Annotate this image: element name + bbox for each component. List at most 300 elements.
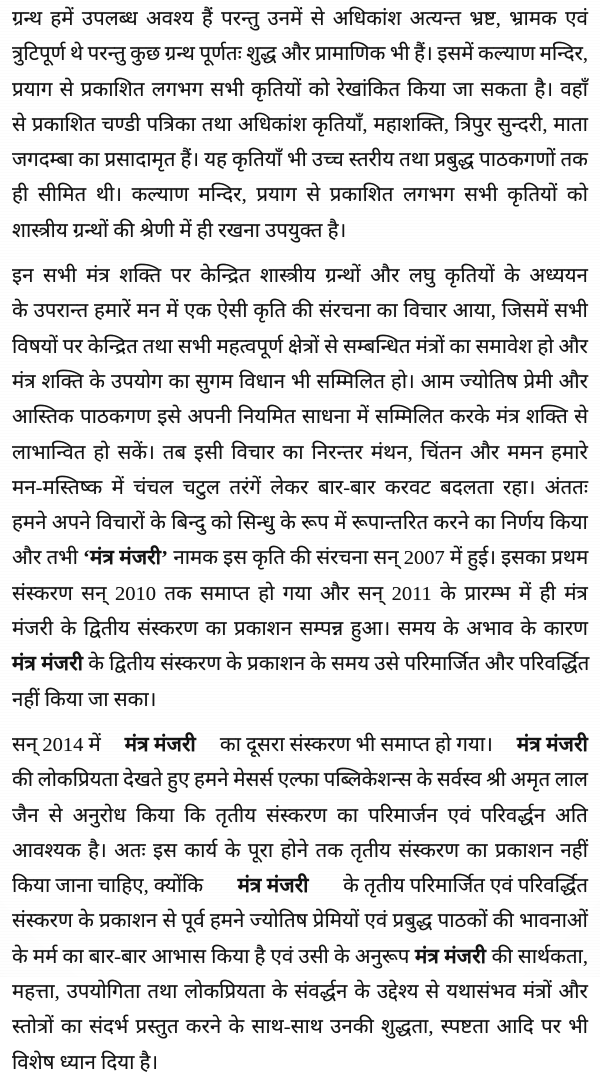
- word: उपरान्त: [33, 300, 89, 323]
- word: परिवर्द्धित: [519, 653, 590, 676]
- word: सभी: [210, 78, 244, 101]
- word: पर: [62, 335, 83, 358]
- text-line-with-title: [12, 869, 588, 904]
- word: सर्वस्व: [436, 769, 482, 792]
- word: पर: [170, 265, 191, 288]
- word: बार-बार: [317, 476, 376, 499]
- word: प्रथम: [551, 547, 589, 570]
- book-title-bold: [12, 647, 83, 682]
- word: की: [491, 945, 513, 968]
- word: के: [416, 769, 433, 792]
- text-line: [12, 294, 588, 329]
- word: लोकप्रियता: [184, 981, 266, 1004]
- word: सिन्धु: [237, 512, 275, 535]
- word: लगभग: [151, 78, 204, 101]
- word: पाठकों: [437, 910, 488, 933]
- word: आदि: [496, 1016, 534, 1039]
- word: के: [12, 300, 28, 323]
- word: प्रकाशन: [494, 839, 554, 862]
- word: त्रुटिपूर्ण: [12, 43, 66, 66]
- word: से: [48, 804, 63, 827]
- text-line: [12, 108, 588, 143]
- word: हमें: [50, 8, 74, 30]
- word: हैं।: [180, 149, 200, 172]
- word: सन्: [81, 582, 107, 605]
- word: शक्ति: [525, 406, 568, 429]
- word: प्रारम्भ: [464, 582, 511, 605]
- word: का: [78, 149, 100, 172]
- book-title-bold: [517, 728, 588, 763]
- word: हो।: [390, 370, 415, 393]
- word: मंत्र: [237, 875, 262, 898]
- word: चाहिए,: [97, 875, 149, 898]
- word: उपलब्ध: [81, 8, 138, 30]
- word: का: [205, 618, 227, 641]
- word: समावेश: [475, 335, 533, 358]
- word: रूपान्तरित: [351, 512, 429, 535]
- word: कार्य: [184, 839, 218, 862]
- word: कृतियाँ,: [312, 113, 368, 136]
- word: प्रामाणिक: [314, 43, 386, 66]
- word: और: [484, 653, 515, 676]
- word: के: [343, 875, 359, 898]
- word: लेकर: [270, 476, 309, 499]
- word: के: [224, 839, 241, 862]
- word: सुगम: [195, 370, 234, 393]
- word: का: [449, 335, 471, 358]
- word: एवं: [447, 804, 471, 827]
- word: प्रबुद्ध: [434, 149, 475, 172]
- line-text-part: [168, 541, 588, 576]
- word: एवं: [565, 8, 588, 30]
- word: से: [574, 406, 588, 429]
- word: अभाव: [466, 618, 514, 641]
- word: और: [281, 43, 311, 66]
- word: त्रिपुर: [454, 113, 492, 136]
- word: पूरा: [247, 839, 274, 862]
- text-line: [12, 400, 588, 435]
- word: एल्फा: [277, 769, 320, 792]
- word: हो: [93, 441, 110, 464]
- word: सम्पन्न: [299, 618, 344, 641]
- word: एवं: [270, 945, 294, 968]
- word: के: [60, 618, 77, 641]
- word: की: [12, 769, 34, 792]
- word: मंत्र: [124, 733, 149, 756]
- text-line-last: [12, 214, 588, 249]
- word: अमृत: [510, 769, 551, 792]
- word: प्रस्तुत: [135, 1016, 179, 1039]
- word: महत्ता,: [12, 981, 60, 1004]
- book-title-bold: [125, 728, 196, 763]
- word: उनमें: [267, 8, 303, 30]
- word: के: [271, 981, 288, 1004]
- word: संस्करण: [266, 804, 327, 827]
- word: साधना: [301, 406, 351, 429]
- word: महाशक्ति,: [373, 113, 449, 136]
- word: चटुल: [182, 476, 220, 499]
- word: है।: [88, 839, 107, 862]
- word: हुई।: [467, 547, 496, 570]
- word: भी: [287, 149, 307, 172]
- word: हो: [435, 733, 452, 756]
- word: में: [88, 733, 101, 756]
- word: की: [291, 300, 313, 323]
- word: का: [474, 512, 496, 535]
- text-line: [12, 2, 588, 37]
- word: संस्करण: [160, 653, 222, 676]
- word: तक: [315, 839, 343, 862]
- word: शास्त्रीय: [259, 265, 316, 288]
- word: जिसमें: [501, 300, 549, 323]
- word: प्रसादामृत: [104, 149, 176, 172]
- word: स्तरीय: [348, 149, 395, 172]
- book-title-bold: [83, 541, 168, 576]
- book-title-bold: [415, 940, 486, 975]
- line-text: शास्त्रीय ग्रन्थों की श्रेणी में ही रखना उपयुक्त है।: [12, 219, 347, 242]
- word: परिमार्जित: [404, 653, 480, 676]
- word: विचारों: [95, 512, 145, 535]
- word: मन्दिर,: [198, 184, 247, 207]
- word: द्वितीय: [83, 618, 130, 641]
- word: इन: [12, 265, 34, 288]
- word: जा: [452, 78, 474, 101]
- text-line: [12, 763, 588, 798]
- word: संस्करण: [12, 910, 73, 933]
- word: ही: [12, 184, 29, 207]
- word: कृतियों: [251, 78, 302, 101]
- word: हमने: [194, 769, 229, 792]
- word: ग्रन्थों: [325, 265, 361, 288]
- word: सम्मिलित: [316, 370, 385, 393]
- word: लगभग: [403, 184, 455, 207]
- word: एवं: [490, 875, 513, 898]
- word: हुआ।: [350, 618, 391, 641]
- word: तथा: [201, 113, 232, 136]
- word: इसी: [194, 441, 224, 464]
- word: का: [337, 804, 359, 827]
- word: के: [504, 265, 520, 288]
- word: में: [166, 300, 179, 323]
- text-line: [12, 577, 588, 612]
- word: करने: [433, 512, 469, 535]
- word: के: [310, 653, 326, 676]
- word: परिवर्द्धित: [517, 875, 588, 898]
- word: परिमार्जित: [409, 875, 485, 898]
- word: की: [492, 910, 514, 933]
- word: परन्तु: [221, 8, 260, 30]
- word: और: [558, 335, 588, 358]
- line-text-part: [12, 541, 83, 576]
- word: संस्करण: [12, 582, 73, 605]
- word: अत्यन्त: [409, 8, 462, 30]
- word: और: [320, 582, 350, 605]
- word: भावनाओं: [519, 910, 588, 933]
- word: परिमार्जन: [368, 804, 438, 827]
- word: अध्ययन: [529, 265, 588, 288]
- paragraph-3: [12, 728, 588, 1081]
- word: को: [210, 512, 232, 535]
- word: में: [334, 512, 347, 535]
- word: अतः: [114, 839, 146, 862]
- word: संदर्भ: [89, 1016, 129, 1039]
- word: करने: [185, 1016, 222, 1039]
- text-line: [12, 834, 588, 869]
- word: उपयोग: [110, 370, 163, 393]
- word: तृतीय: [350, 839, 391, 862]
- word: के: [333, 945, 350, 968]
- word: के: [78, 910, 94, 933]
- word: में: [111, 476, 124, 499]
- word: देखते: [123, 769, 163, 792]
- word: एवं: [364, 910, 388, 933]
- word: क्षेत्रों: [287, 335, 320, 358]
- word: के: [520, 618, 537, 641]
- word: के: [280, 512, 296, 535]
- word: के: [354, 981, 370, 1004]
- word: लोकप्रियता: [37, 769, 119, 792]
- word: के: [150, 512, 166, 535]
- word: हमने: [209, 910, 245, 933]
- word: रेखांकित: [336, 78, 400, 101]
- word: से: [162, 910, 177, 933]
- line-text-part: [215, 728, 498, 763]
- word: अति: [555, 804, 588, 827]
- text-line: [12, 612, 588, 647]
- text-line: [12, 506, 588, 541]
- word: रूप: [301, 512, 329, 535]
- word: मंथन,: [370, 441, 413, 464]
- word: प्रेमी: [523, 370, 553, 393]
- word: माता: [553, 113, 588, 136]
- word: हैं: [201, 8, 213, 30]
- word: 2011: [391, 582, 432, 605]
- word: 2014: [42, 733, 84, 756]
- text-line: [12, 904, 588, 939]
- text-line-last: [12, 683, 588, 718]
- word: क्योंकि: [153, 875, 204, 898]
- word: अवश्य: [145, 8, 194, 30]
- word: सभी: [177, 335, 212, 358]
- text-line: [12, 799, 588, 834]
- word: नियमित: [237, 406, 296, 429]
- word: के: [226, 653, 242, 676]
- word: की: [290, 547, 312, 570]
- word: और: [558, 370, 588, 393]
- word: कुछ: [130, 43, 161, 66]
- word: सभी: [464, 184, 498, 207]
- word: प्रेमियों: [312, 910, 360, 933]
- word: हमने: [12, 512, 47, 535]
- word: किया: [211, 945, 250, 968]
- word: किया: [136, 804, 175, 827]
- word: मन-मस्तिष्क: [12, 476, 103, 499]
- word: हैं।: [414, 43, 433, 66]
- word: मंजरी: [546, 733, 588, 756]
- word: साथ-साथ: [251, 1016, 323, 1039]
- text-line: [12, 143, 588, 178]
- word: अपने: [51, 512, 91, 535]
- text-line-with-title: [12, 647, 588, 682]
- text-line: [12, 975, 588, 1010]
- word: लाल: [554, 769, 588, 792]
- word: शक्ति: [41, 370, 84, 393]
- word: मन: [136, 300, 161, 323]
- word: स्तोत्रों: [12, 1016, 54, 1039]
- word: है: [254, 945, 266, 968]
- word: है।: [534, 78, 554, 101]
- text-line: [12, 436, 588, 471]
- word: मंत्रों: [415, 335, 445, 358]
- word: उपयोगिता: [66, 981, 141, 1004]
- word: मंत्र: [12, 653, 36, 676]
- line-text: विशेष ध्यान दिया है।: [12, 1051, 159, 1074]
- word: हमारें: [93, 300, 131, 323]
- word: स्पष्टता: [440, 1016, 490, 1039]
- word: सकें।: [117, 441, 155, 464]
- text-line: [12, 37, 588, 72]
- word: समाप्त: [380, 733, 430, 756]
- word: ज्योतिष: [459, 370, 518, 393]
- word: पब्लिकेशन्स: [323, 769, 412, 792]
- word: मंत्र: [516, 733, 541, 756]
- text-line: [12, 330, 588, 365]
- word: लाभान्वित: [12, 441, 86, 464]
- word: अधिकांश: [237, 113, 307, 136]
- word: सभी: [43, 265, 77, 288]
- word: शक्ति: [119, 265, 162, 288]
- word: संवर्द्धन: [294, 981, 348, 1004]
- word: मंत्रों: [522, 981, 552, 1004]
- word: उसी: [298, 945, 329, 968]
- word: मंत्र: [86, 265, 110, 288]
- word: का: [219, 733, 241, 756]
- text-line-with-title: [12, 940, 588, 975]
- word: उनकी: [330, 1016, 374, 1039]
- word: चंचल: [133, 476, 174, 499]
- word: मन्दिर,: [539, 43, 588, 66]
- paragraph-1: [12, 2, 588, 249]
- word: शुद्ध: [246, 43, 277, 66]
- word: गया।: [456, 733, 493, 756]
- word: से: [324, 335, 339, 358]
- word: उद्देश्य: [376, 981, 419, 1004]
- word: प्रकाशन: [247, 653, 306, 676]
- word: प्रकाशित: [329, 184, 394, 207]
- word: दूसरा: [246, 733, 285, 756]
- word: आया,: [452, 300, 496, 323]
- word: आस्तिक: [12, 406, 74, 429]
- word: को: [308, 78, 330, 101]
- word: कल्याण: [478, 43, 536, 66]
- word: 2010: [114, 582, 156, 605]
- word: का: [60, 1016, 82, 1039]
- word: चण्डी: [101, 113, 141, 136]
- word: इस: [153, 839, 177, 862]
- paragraph-2: [12, 259, 588, 718]
- line-text-part: [83, 647, 589, 682]
- word: और: [370, 265, 400, 288]
- word: ही: [539, 582, 556, 605]
- word: का: [466, 839, 488, 862]
- word: समय: [397, 618, 436, 641]
- word: किया: [549, 512, 588, 535]
- word: सन्: [12, 733, 38, 756]
- word: यथासंभव: [446, 981, 517, 1004]
- word: तरंगें: [229, 476, 261, 499]
- word: कृति: [253, 300, 287, 323]
- word: करके: [449, 406, 490, 429]
- word: से: [12, 113, 26, 136]
- word: संस्करण: [398, 839, 460, 862]
- word: चिंतन: [420, 441, 463, 464]
- word: सकता: [480, 78, 528, 101]
- line-text-part: [12, 728, 106, 763]
- word: के: [88, 653, 104, 676]
- word: मंजरी: [444, 945, 487, 968]
- word: मंजरी’: [119, 547, 169, 570]
- word: पूर्णतः: [199, 43, 242, 66]
- word: प्रयाग: [256, 184, 297, 207]
- word: अनुरोध: [72, 804, 126, 827]
- word: तक: [164, 582, 192, 605]
- word: तब: [162, 441, 187, 464]
- word: से: [59, 78, 74, 101]
- word: निरन्तर: [311, 441, 363, 464]
- word: प्रकाशन: [99, 910, 158, 933]
- word: को: [566, 184, 588, 207]
- word: का: [282, 441, 304, 464]
- word: कृतियाँ: [232, 149, 282, 172]
- word: इसे: [157, 406, 182, 429]
- word: के: [12, 945, 28, 968]
- word: कृतियों: [444, 265, 495, 288]
- word: भ्रष्ट,: [469, 8, 501, 30]
- word: पत्रिका: [146, 113, 196, 136]
- word: में: [518, 582, 532, 605]
- word: कि: [184, 804, 206, 827]
- word: मंजरी: [41, 653, 84, 676]
- word: अधिकांश: [332, 8, 402, 30]
- word: रहा।: [503, 476, 536, 499]
- word: से: [425, 981, 440, 1004]
- word: भी: [290, 370, 311, 393]
- word: कृति: [252, 547, 285, 570]
- word: निर्णय: [500, 512, 545, 535]
- word: शुद्धता,: [381, 1016, 434, 1039]
- word: तभी: [46, 547, 78, 570]
- word: आभास: [151, 945, 207, 968]
- word: इसका: [501, 547, 547, 570]
- word: और: [12, 547, 42, 570]
- word: जाना: [55, 875, 93, 898]
- text-line-with-title: [12, 541, 588, 576]
- line-text: नहीं किया जा सका।: [12, 688, 157, 711]
- word: मंत्र: [496, 406, 520, 429]
- word: हमारे: [551, 441, 588, 464]
- word: परन्तु: [87, 43, 126, 66]
- word: नामक: [173, 547, 219, 570]
- word: सन्: [357, 582, 384, 605]
- word: में: [449, 547, 463, 570]
- word: पर: [540, 1016, 561, 1039]
- word: केन्द्रित: [200, 265, 251, 288]
- word: संस्करण: [289, 733, 351, 756]
- word: संरचना: [316, 547, 369, 570]
- body-text-column: [12, 2, 588, 1081]
- word: कारण: [543, 618, 588, 641]
- word: प्रयाग: [12, 78, 53, 101]
